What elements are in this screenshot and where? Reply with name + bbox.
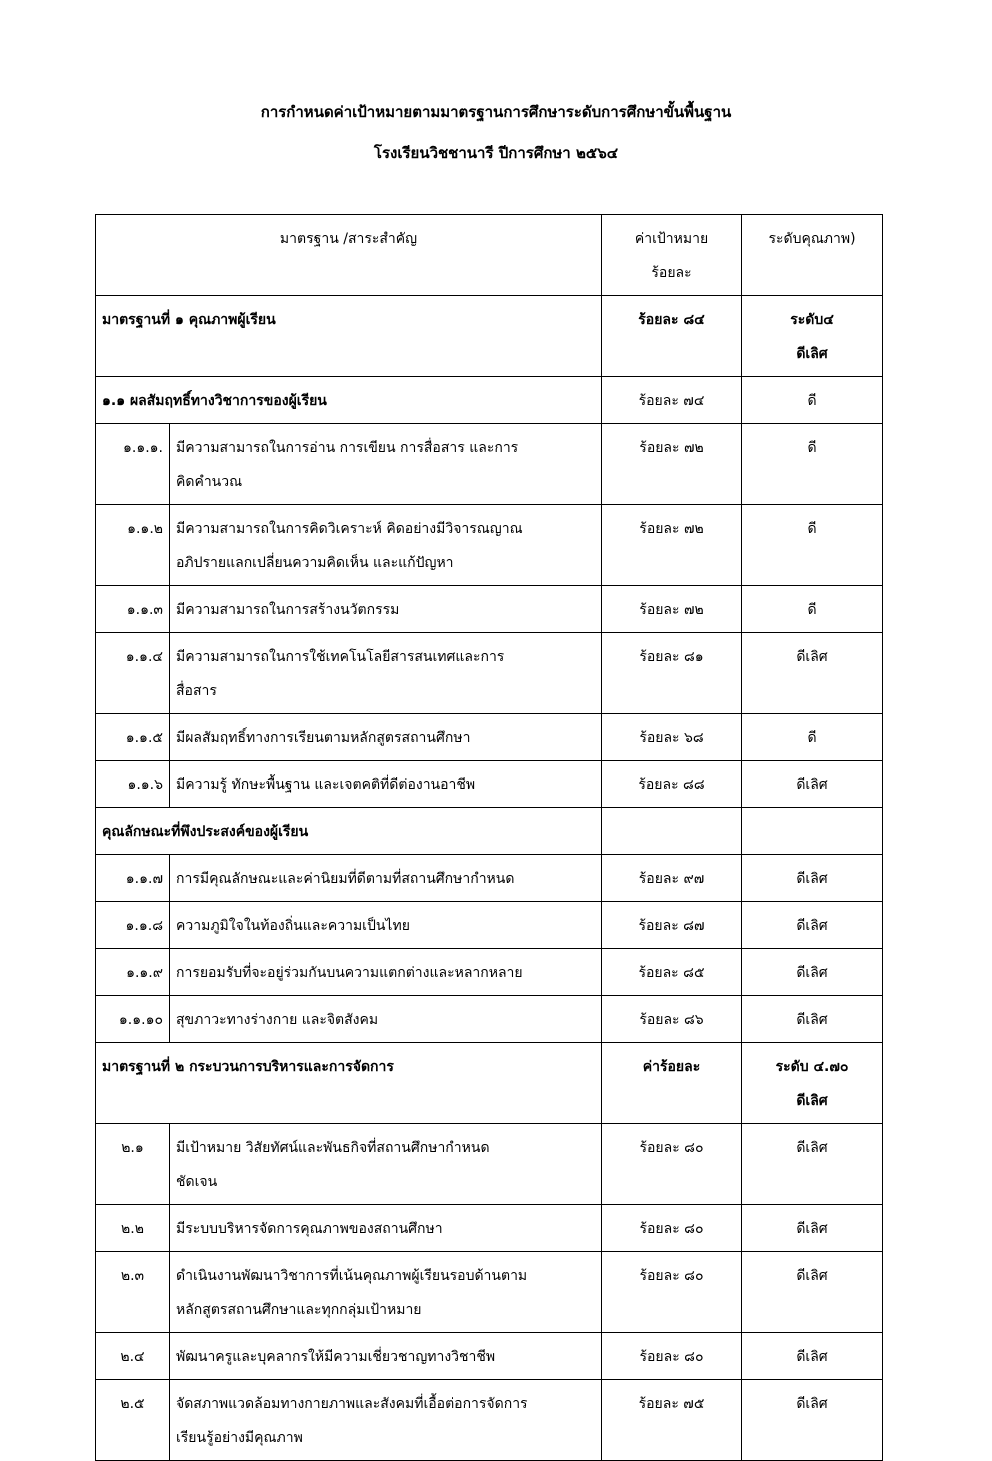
table-row [96,996,883,1043]
row-level: ดี [742,586,883,633]
section-1-1-title: ๑.๑ ผลสัมฤทธิ์ทางวิชาการของผู้เรียน [96,377,602,424]
table-row [96,761,883,808]
row-level: ดี [742,505,883,586]
row-target: ร้อยละ ๘๖ [602,996,742,1043]
row-description: การยอมรับที่จะอยู่ร่วมกันบนความแตกต่างและหลากหลาย [170,949,602,996]
row-description: ดำเนินงานพัฒนาวิชาการที่เน้นคุณภาพผู้เรียนรอบด้านตาม หลักสูตรสถานศึกษาและทุกกลุ่มเป้าหมาย [170,1252,602,1333]
row-level: ดี [742,714,883,761]
standard-1-row [96,296,883,377]
row-number: ๑.๑.๑๐ [96,996,170,1043]
row-target: ร้อยละ ๙๗ [602,855,742,902]
row-level: ดีเลิศ [742,1333,883,1380]
table-row [96,424,883,505]
table-row [96,949,883,996]
table-row [96,1205,883,1252]
row-target: ร้อยละ ๗๒ [602,505,742,586]
row-target: ร้อยละ ๗๒ [602,586,742,633]
row-description: มีเป้าหมาย วิสัยทัศน์และพันธกิจที่สถานศึกษากำหนด ชัดเจน [170,1124,602,1205]
row-level: ดีเลิศ [742,996,883,1043]
row-description: มีความสามารถในการคิดวิเคราะห์ คิดอย่างมีวิจารณญาณ อภิปรายแลกเปลี่ยนความคิดเห็น และแก้ปัญหา [170,505,602,586]
document-title: การกำหนดค่าเป้าหมายตามมาตรฐานการศึกษาระดับการศึกษาขั้นพื้นฐาน [260,103,732,121]
row-target: ร้อยละ ๗๕ [602,1380,742,1461]
row-number: ๑.๑.๑. [96,424,170,505]
row-target: ร้อยละ ๘๑ [602,633,742,714]
row-description: มีความสามารถในการใช้เทคโนโลยีสารสนเทศและการ สื่อสาร [170,633,602,714]
row-description: มีความรู้ ทักษะพื้นฐาน และเจตคติที่ดีต่องานอาชีพ [170,761,602,808]
row-target: ร้อยละ ๘๕ [602,949,742,996]
row-description: มีผลสัมฤทธิ์ทางการเรียนตามหลักสูตรสถานศึกษา [170,714,602,761]
row-level: ดีเลิศ [742,1380,883,1461]
row-level: ดีเลิศ [742,761,883,808]
row-target: ร้อยละ ๗๒ [602,424,742,505]
header-row [96,215,883,296]
row-description: สุขภาวะทางร่างกาย และจิตสังคม [170,996,602,1043]
section-1-2-title: คุณลักษณะที่พึงประสงค์ของผู้เรียน [96,808,602,855]
document-subtitle: โรงเรียนวิชชานารี ปีการศึกษา ๒๕๖๔ [373,144,619,162]
section-1-1-target: ร้อยละ ๗๔ [602,377,742,424]
table-row [96,714,883,761]
standard-2-title: มาตรฐานที่ ๒ กระบวนการบริหารและการจัดการ [96,1043,602,1124]
row-target: ร้อยละ ๘๐ [602,1205,742,1252]
table-row [96,1333,883,1380]
row-description: มีความสามารถในการอ่าน การเขียน การสื่อสาร และการ คิดคำนวณ [170,424,602,505]
row-number: ๒.๑ [96,1124,170,1205]
row-number: ๑.๑.๖ [96,761,170,808]
empty-cell [602,808,742,855]
empty-cell [742,808,883,855]
row-number: ๒.๔ [96,1333,170,1380]
header-standard: มาตรฐาน /สาระสำคัญ [96,215,602,296]
row-level: ดีเลิศ [742,1252,883,1333]
row-description: จัดสภาพแวดล้อมทางกายภาพและสังคมที่เอื้อต่อการจัดการ เรียนรู้อย่างมีคุณภาพ [170,1380,602,1461]
standard-1-title: มาตรฐานที่ ๑ คุณภาพผู้เรียน [96,296,602,377]
row-description: ความภูมิใจในท้องถิ่นและความเป็นไทย [170,902,602,949]
row-number: ๑.๑.๒ [96,505,170,586]
table-row [96,633,883,714]
row-number: ๑.๑.๓ [96,586,170,633]
table-row [96,505,883,586]
section-1-1-level: ดี [742,377,883,424]
row-target: ร้อยละ ๘๗ [602,902,742,949]
row-level: ดีเลิศ [742,902,883,949]
row-level: ดีเลิศ [742,949,883,996]
header-target: ค่าเป้าหมาย ร้อยละ [602,215,742,296]
row-description: มีความสามารถในการสร้างนวัตกรรม [170,586,602,633]
row-number: ๑.๑.๗ [96,855,170,902]
row-description: การมีคุณลักษณะและค่านิยมที่ดีตามที่สถานศึกษากำหนด [170,855,602,902]
standard-1-level: ระดับ๔ ดีเลิศ [742,296,883,377]
row-description: มีระบบบริหารจัดการคุณภาพของสถานศึกษา [170,1205,602,1252]
row-number: ๑.๑.๙ [96,949,170,996]
standards-table [95,214,883,1461]
section-1-1-row [96,377,883,424]
row-level: ดีเลิศ [742,633,883,714]
header-level: ระดับคุณภาพ) [742,215,883,296]
row-level: ดีเลิศ [742,1205,883,1252]
row-description: พัฒนาครูและบุคลากรให้มีความเชี่ยวชาญทางวิชาชีพ [170,1333,602,1380]
row-target: ร้อยละ ๘๐ [602,1252,742,1333]
section-1-2-row [96,808,883,855]
table-row [96,902,883,949]
row-number: ๒.๓ [96,1252,170,1333]
row-number: ๑.๑.๔ [96,633,170,714]
row-target: ร้อยละ ๘๐ [602,1124,742,1205]
row-target: ร้อยละ ๘๐ [602,1333,742,1380]
row-level: ดีเลิศ [742,855,883,902]
row-target: ร้อยละ ๖๘ [602,714,742,761]
table-row [96,1252,883,1333]
standard-2-level: ระดับ ๔.๗๐ ดีเลิศ [742,1043,883,1124]
row-number: ๑.๑.๕ [96,714,170,761]
row-number: ๒.๒ [96,1205,170,1252]
row-number: ๒.๕ [96,1380,170,1461]
table-row [96,586,883,633]
row-number: ๑.๑.๘ [96,902,170,949]
table-row [96,855,883,902]
standard-2-row [96,1043,883,1124]
row-level: ดี [742,424,883,505]
standard-1-target: ร้อยละ ๘๔ [602,296,742,377]
row-level: ดีเลิศ [742,1124,883,1205]
table-row [96,1124,883,1205]
table-row [96,1380,883,1461]
standard-2-target: ค่าร้อยละ [602,1043,742,1124]
row-target: ร้อยละ ๘๘ [602,761,742,808]
